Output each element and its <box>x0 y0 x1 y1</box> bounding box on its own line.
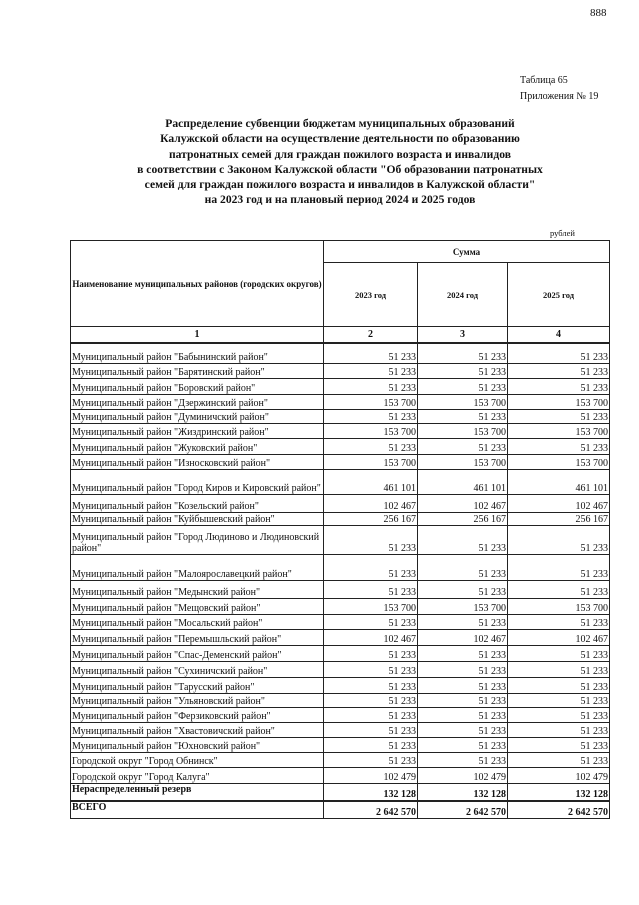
header-year-2025: 2025 год <box>508 263 610 327</box>
row-value: 51 233 <box>508 379 610 395</box>
row-value: 51 233 <box>508 708 610 723</box>
row-name: Муниципальный район "Город Киров и Кировский район" <box>71 470 324 495</box>
row-value: 51 233 <box>324 694 418 708</box>
row-value: 461 101 <box>508 470 610 495</box>
row-value: 51 233 <box>508 581 610 599</box>
row-name: Муниципальный район "Спас-Деменский район" <box>71 646 324 662</box>
table-row <box>71 801 610 819</box>
row-value: 153 700 <box>508 395 610 410</box>
header-sum: Сумма <box>324 241 610 263</box>
title-line: Распределение субвенции бюджетам муниципальных образований <box>165 117 515 130</box>
header-year-2023: 2023 год <box>324 263 418 327</box>
row-value: 51 233 <box>508 678 610 694</box>
row-value: 51 233 <box>418 723 508 738</box>
row-name: Муниципальный район "Бабынинский район" <box>71 343 324 364</box>
row-value: 51 233 <box>508 738 610 753</box>
row-value: 51 233 <box>324 678 418 694</box>
column-number: 1 <box>71 327 324 344</box>
column-number: 4 <box>508 327 610 344</box>
row-value: 51 233 <box>508 615 610 630</box>
row-name: Муниципальный район "Город Людиново и Людиновский район" <box>71 526 324 555</box>
row-value: 51 233 <box>418 526 508 555</box>
row-value: 51 233 <box>508 694 610 708</box>
table-row <box>71 615 610 630</box>
row-value: 153 700 <box>418 599 508 615</box>
row-value: 51 233 <box>324 738 418 753</box>
row-value: 51 233 <box>418 379 508 395</box>
row-value: 51 233 <box>418 364 508 379</box>
row-value: 153 700 <box>418 395 508 410</box>
units-label: рублей <box>550 228 575 238</box>
table-row <box>71 513 610 526</box>
row-value: 51 233 <box>324 555 418 581</box>
row-name: Муниципальный район "Козельский район" <box>71 495 324 513</box>
row-value: 51 233 <box>508 753 610 768</box>
row-name: Муниципальный район "Тарусский район" <box>71 678 324 694</box>
row-value: 102 467 <box>508 630 610 646</box>
table-row <box>71 526 610 555</box>
row-name: Муниципальный район "Малоярославецкий район" <box>71 555 324 581</box>
row-value: 132 128 <box>418 784 508 802</box>
row-value: 153 700 <box>324 599 418 615</box>
title-line: на 2023 год и на плановый период 2024 и 2025 годов <box>204 193 476 207</box>
row-value: 51 233 <box>508 662 610 678</box>
row-value: 51 233 <box>324 615 418 630</box>
row-name: Городской округ "Город Калуга" <box>71 768 324 784</box>
row-value: 51 233 <box>324 343 418 364</box>
table-row <box>71 455 610 470</box>
table-row <box>71 708 610 723</box>
header-name-column: Наименование муниципальных районов (городских округов) <box>71 241 324 327</box>
row-name: Муниципальный район "Жиздринский район" <box>71 424 324 439</box>
row-name: Муниципальный район "Дзержинский район" <box>71 395 324 410</box>
allocation-table <box>70 240 610 819</box>
table-row <box>71 784 610 802</box>
row-value: 102 479 <box>418 768 508 784</box>
row-value: 51 233 <box>418 662 508 678</box>
row-name: Муниципальный район "Перемышльский район" <box>71 630 324 646</box>
row-value: 102 467 <box>418 495 508 513</box>
row-value: 51 233 <box>418 753 508 768</box>
table-row <box>71 753 610 768</box>
table-row <box>71 723 610 738</box>
row-name: Городской округ "Город Обнинск" <box>71 753 324 768</box>
row-name: Муниципальный район "Ферзиковский район" <box>71 708 324 723</box>
row-name: ВСЕГО <box>71 801 324 819</box>
page-number: 888 <box>590 7 607 19</box>
row-name: Нераспределенный резерв <box>71 784 324 802</box>
table-row <box>71 694 610 708</box>
row-value: 153 700 <box>418 424 508 439</box>
title-line: Калужской области на осуществление деятельности по образованию <box>160 132 520 146</box>
table-row <box>71 495 610 513</box>
row-value: 51 233 <box>418 646 508 662</box>
row-value: 102 467 <box>324 495 418 513</box>
row-value: 153 700 <box>508 599 610 615</box>
row-value: 102 479 <box>324 768 418 784</box>
table-row <box>71 364 610 379</box>
row-value: 51 233 <box>324 753 418 768</box>
table-row <box>71 630 610 646</box>
row-value: 51 233 <box>418 555 508 581</box>
title-line: патронатных семей для граждан пожилого возраста и инвалидов <box>168 147 512 161</box>
row-value: 153 700 <box>418 455 508 470</box>
row-name: Муниципальный район "Медынский район" <box>71 581 324 599</box>
row-name: Муниципальный район "Жуковский район" <box>71 439 324 455</box>
row-value: 102 479 <box>508 768 610 784</box>
row-name: Муниципальный район "Юхновский район" <box>71 738 324 753</box>
row-value: 51 233 <box>508 410 610 424</box>
row-value: 102 467 <box>324 630 418 646</box>
row-value: 2 642 570 <box>508 801 610 819</box>
row-value: 153 700 <box>324 455 418 470</box>
row-value: 256 167 <box>508 513 610 526</box>
row-value: 51 233 <box>324 646 418 662</box>
row-value: 132 128 <box>508 784 610 802</box>
row-value: 51 233 <box>418 343 508 364</box>
row-value: 102 467 <box>418 630 508 646</box>
row-value: 51 233 <box>324 708 418 723</box>
row-value: 51 233 <box>324 379 418 395</box>
row-value: 153 700 <box>324 395 418 410</box>
row-value: 51 233 <box>508 439 610 455</box>
row-name: Муниципальный район "Ульяновский район" <box>71 694 324 708</box>
row-value: 51 233 <box>508 646 610 662</box>
row-name: Муниципальный район "Хвастовичский район" <box>71 723 324 738</box>
table-row <box>71 439 610 455</box>
row-name: Муниципальный район "Мещовский район" <box>71 599 324 615</box>
row-value: 2 642 570 <box>324 801 418 819</box>
row-value: 51 233 <box>324 581 418 599</box>
table-row <box>71 343 610 364</box>
row-value: 256 167 <box>418 513 508 526</box>
row-value: 51 233 <box>418 581 508 599</box>
row-value: 51 233 <box>418 615 508 630</box>
row-value: 51 233 <box>324 439 418 455</box>
title-line: семей для граждан пожилого возраста и инвалидов в Калужской области" <box>144 178 536 192</box>
table-row <box>71 599 610 615</box>
row-value: 51 233 <box>324 410 418 424</box>
row-value: 153 700 <box>508 455 610 470</box>
row-value: 51 233 <box>418 708 508 723</box>
appendix-label: Приложения № 19 <box>520 91 599 102</box>
row-name: Муниципальный район "Износковский район" <box>71 455 324 470</box>
row-value: 51 233 <box>508 343 610 364</box>
table-row <box>71 678 610 694</box>
row-value: 51 233 <box>418 738 508 753</box>
table-row <box>71 555 610 581</box>
table-row <box>71 581 610 599</box>
row-value: 51 233 <box>418 439 508 455</box>
table-row <box>71 470 610 495</box>
column-number: 2 <box>324 327 418 344</box>
row-name: Муниципальный район "Барятинский район" <box>71 364 324 379</box>
row-value: 102 467 <box>508 495 610 513</box>
row-value: 153 700 <box>508 424 610 439</box>
table-row <box>71 738 610 753</box>
document-title <box>70 116 610 208</box>
row-value: 2 642 570 <box>418 801 508 819</box>
row-value: 256 167 <box>324 513 418 526</box>
row-value: 461 101 <box>418 470 508 495</box>
row-value: 153 700 <box>324 424 418 439</box>
table-row <box>71 395 610 410</box>
table-row <box>71 424 610 439</box>
column-number: 3 <box>418 327 508 344</box>
row-value: 51 233 <box>324 723 418 738</box>
row-value: 51 233 <box>418 694 508 708</box>
row-value: 51 233 <box>418 678 508 694</box>
row-value: 51 233 <box>324 662 418 678</box>
row-name: Муниципальный район "Мосальский район" <box>71 615 324 630</box>
title-line: в соответствии с Законом Калужской области "Об образовании патронатных <box>137 162 543 176</box>
row-value: 51 233 <box>324 364 418 379</box>
row-value: 51 233 <box>508 723 610 738</box>
row-value: 51 233 <box>508 526 610 555</box>
row-name: Муниципальный район "Боровский район" <box>71 379 324 395</box>
header-year-2024: 2024 год <box>418 263 508 327</box>
table-label: Таблица 65 <box>520 75 568 86</box>
row-value: 51 233 <box>324 526 418 555</box>
row-name: Муниципальный район "Сухиничский район" <box>71 662 324 678</box>
row-name: Муниципальный район "Думиничский район" <box>71 410 324 424</box>
table-row <box>71 379 610 395</box>
table-row <box>71 410 610 424</box>
table-row <box>71 768 610 784</box>
row-name: Муниципальный район "Куйбышевский район" <box>71 513 324 526</box>
row-value: 51 233 <box>418 410 508 424</box>
row-value: 51 233 <box>508 364 610 379</box>
row-value: 51 233 <box>508 555 610 581</box>
row-value: 461 101 <box>324 470 418 495</box>
row-value: 132 128 <box>324 784 418 802</box>
table-row <box>71 646 610 662</box>
table-row <box>71 662 610 678</box>
